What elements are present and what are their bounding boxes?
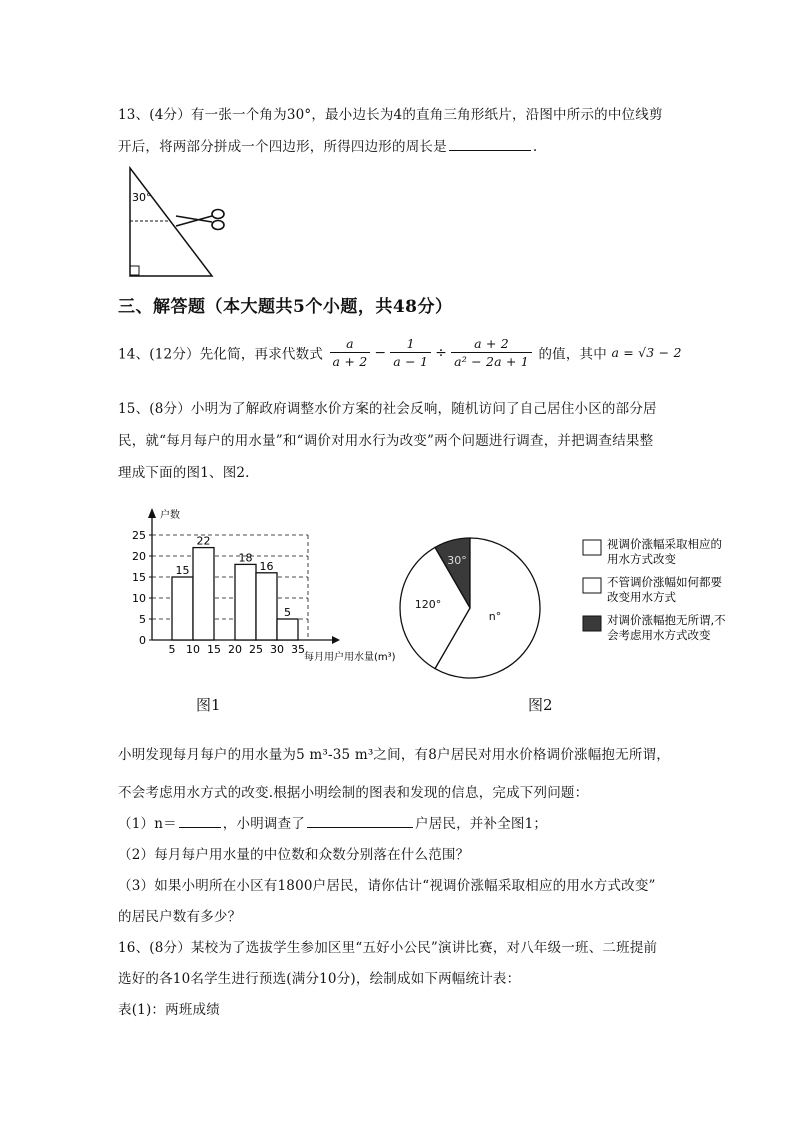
- histogram-bar: [235, 564, 256, 640]
- x-axis-label: 每月用户用水量(m³): [304, 652, 396, 663]
- n-answer-blank[interactable]: [179, 826, 221, 828]
- frac1-numerator: a: [330, 336, 371, 353]
- triangle-figure: [120, 160, 250, 280]
- q14-prefix: 14、(12分）先化简，再求代数式: [118, 346, 324, 363]
- bar-data-label: 5: [284, 606, 291, 619]
- q15-sub3b: 的居民户数有多少？: [118, 909, 242, 925]
- q13-answer-blank[interactable]: [449, 149, 531, 151]
- histogram-bar: [277, 619, 298, 640]
- q16-line1: 16、(8分）某校为了选拔学生参加区里“五好小公民”演讲比赛，对八年级一班、二班提前: [118, 940, 658, 956]
- y-tick-label: 15: [132, 571, 146, 584]
- x-tick-label: 20: [228, 643, 242, 656]
- households-answer-blank[interactable]: [307, 826, 413, 828]
- frac3-denominator: a² − 2a + 1: [454, 354, 529, 369]
- scissors-icon: [176, 210, 224, 230]
- frac2-denominator: a − 1: [393, 354, 429, 369]
- bar-data-label: 16: [259, 559, 274, 573]
- q14-line: [118, 336, 682, 369]
- q15-sub1: [118, 812, 547, 832]
- right-triangle: [130, 168, 212, 276]
- angle-label: 30°: [132, 191, 152, 204]
- section-heading: 三、解答题（本大题共5个小题，共48分）: [118, 297, 453, 317]
- q14-condition: a = √3 − 2: [611, 345, 682, 360]
- legend-text: 用水方式改变: [607, 552, 676, 566]
- histogram-bar: [193, 548, 214, 640]
- y-tick-label: 5: [139, 613, 146, 626]
- frac1-denominator: a + 2: [332, 354, 368, 369]
- figure2-caption: 图2: [528, 696, 553, 714]
- frac3-numerator: a + 2: [451, 336, 532, 353]
- pie-slice-label: 120°: [414, 598, 442, 611]
- q15-text-a: 小明发现每月每户的用水量为5 m³-35 m³之间，有8户居民对用水价格调价涨幅抱无所谓，: [118, 747, 670, 763]
- q13-line2-text: 开后，将两部分拼成一个四边形，所得四边形的周长是: [118, 139, 447, 155]
- x-tick-label: 10: [186, 643, 200, 656]
- x-tick-label: 5: [168, 643, 176, 656]
- q15-line2: 民，就“每月每户的用水量”和“调价对用水行为改变”两个问题进行调查，并把调查结果整: [118, 433, 654, 449]
- q15-line1: 15、(8分）小明为了解政府调整水价方案的社会反响，随机访问了自己居住小区的部分居: [118, 401, 657, 417]
- y-tick-label: 0: [139, 634, 146, 647]
- y-tick-label: 10: [132, 592, 146, 605]
- q14-frac1: [330, 336, 371, 369]
- legend-swatch: [583, 616, 601, 631]
- y-axis-arrow: [148, 508, 156, 518]
- legend-text: 改变用水方式: [607, 590, 676, 604]
- pie-slice-label: n°: [488, 610, 502, 623]
- histogram-chart: [120, 500, 396, 690]
- q14-op1: −: [374, 344, 387, 361]
- y-tick-label: 25: [132, 529, 146, 542]
- bar-data-label: 15: [175, 564, 190, 577]
- y-axis-label: 户数: [160, 510, 180, 521]
- q14-frac2: [390, 336, 431, 369]
- figure1-caption: 图1: [196, 696, 221, 714]
- legend-text: 不管调价涨幅如何都要: [607, 575, 722, 589]
- x-tick-label: 35: [291, 643, 305, 656]
- sub1-part-c: 户居民，并补全图1；: [415, 816, 548, 832]
- q14-suffix: 的值，其中: [538, 346, 607, 363]
- bar-data-label: 22: [196, 534, 211, 548]
- q14-op2: ÷: [435, 344, 448, 361]
- legend-swatch: [583, 578, 601, 593]
- q13-line2: [118, 135, 537, 155]
- q16-line3: 表(1)：两班成绩: [118, 1002, 220, 1018]
- right-angle-mark: [130, 266, 139, 275]
- sub1-part-b: ，小明调查了: [222, 816, 305, 832]
- histogram-bar: [172, 577, 193, 640]
- q14-frac3: [451, 336, 532, 369]
- q13-line2-end: .: [532, 139, 538, 155]
- q15-sub2: （2）每月每户用水量的中位数和众数分别落在什么范围？: [118, 847, 470, 863]
- q15-line3: 理成下面的图1、图2.: [118, 465, 250, 481]
- q16-line2: 选好的各10名学生进行预选(满分10分)，绘制成如下两幅统计表：: [118, 971, 521, 987]
- x-axis-arrow: [332, 636, 340, 644]
- q15-sub3a: （3）如果小明所在小区有1800户居民，请你估计“视调价涨幅采取相应的用水方式改变”: [118, 878, 656, 894]
- histogram-bar: [256, 573, 277, 640]
- x-tick-label: 15: [207, 643, 221, 656]
- pie-chart: [395, 520, 775, 690]
- x-tick-label: 30: [270, 643, 284, 656]
- legend-text: 视调价涨幅采取相应的: [607, 537, 722, 551]
- sub1-part-a: （1）n＝: [118, 816, 177, 832]
- x-tick-label: 25: [249, 643, 263, 656]
- bar-data-label: 18: [238, 551, 253, 565]
- frac2-numerator: 1: [390, 336, 431, 353]
- q13-line1: 13、(4分）有一张一个角为30°，最小边长为4的直角三角形纸片，沿图中所示的中位线剪: [118, 107, 663, 123]
- q15-text-b: 不会考虑用水方式的改变.根据小明绘制的图表和发现的信息，完成下列问题：: [118, 785, 589, 801]
- legend-text: 会考虑用水方式改变: [607, 628, 711, 642]
- legend-swatch: [583, 540, 601, 555]
- pie-slice-label: 30°: [447, 554, 467, 567]
- legend-text: 对调价涨幅抱无所谓,不: [607, 613, 726, 627]
- y-tick-label: 20: [132, 550, 146, 563]
